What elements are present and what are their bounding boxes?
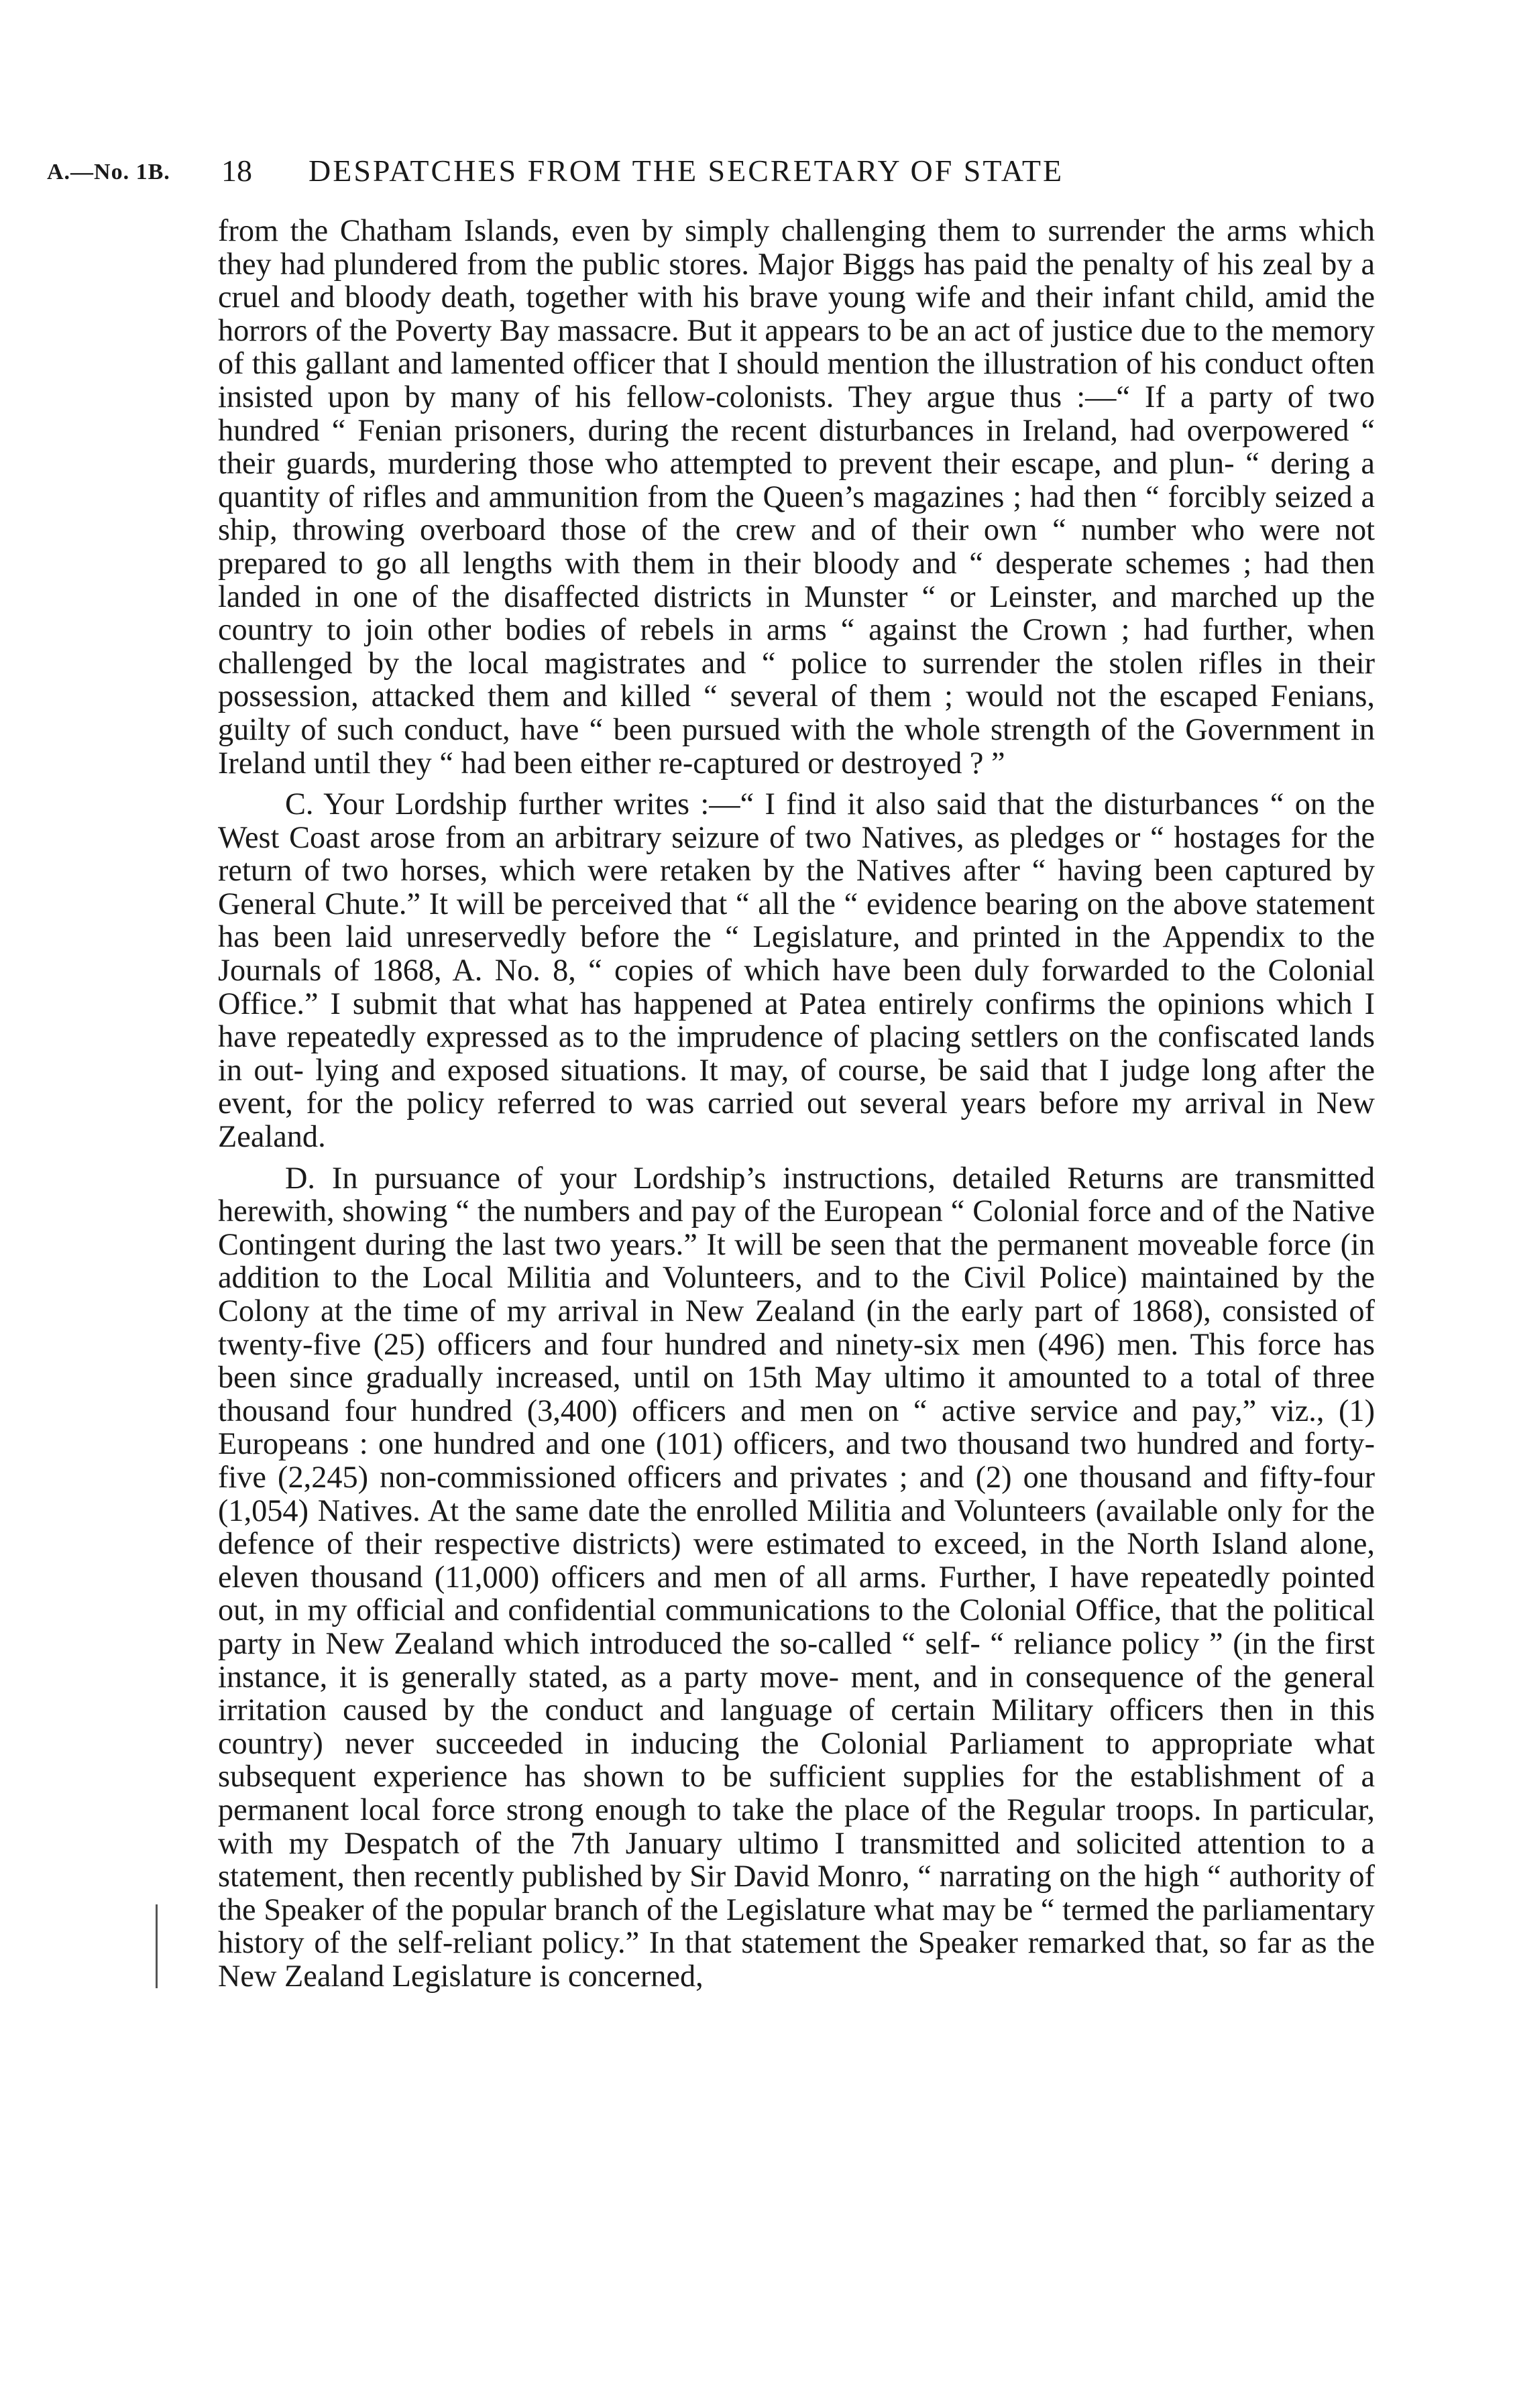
paragraph-c: C. Your Lordship further writes :—“ I find it also said that the disturbances “ on the West Coast arose from an arbitrary seizure of two Natives, as pledges or “ hostages for the return of two horses, which were retaken by the Natives after “ having been captured by General Chute.” It will be perceived that “ all the “ evidence bearing on the above statement has been laid unreservedly before the “ Legislature, and printed in the Appendix to the Journals of 1868, A. No. 8, “ copies of which have been duly forwarded to the Colonial Office.” I submit that what has happened at Patea entirely confirms the opinions which I have repeatedly expressed as to the imprudence of placing settlers on the confiscated lands in out- lying and exposed situations. It may, of course, be said that I judge long after the event, for the policy referred to was carried out several years before my arrival in New Zealand.	[218, 787, 1375, 1155]
body-text	[218, 215, 1375, 1993]
page-title: DESPATCHES FROM THE SECRETARY OF STATE	[309, 154, 1064, 188]
page-number: 18	[221, 154, 252, 188]
document-reference: A.—No. 1B.	[47, 160, 170, 184]
paragraph-continuation: from the Chatham Islands, even by simply challenging them to surrender the arms which they had plundered from the public stores. Major Biggs has paid the penalty of his zeal by a cruel and bloody death, together with his brave young wife and their infant child, amid the horrors of the Poverty Bay massacre. But it appears to be an act of justice due to the memory of this gallant and lamented officer that I should mention the illustration of his conduct often insisted upon by many of his fellow-colonists. They argue thus :—“ If a party of two hundred “ Fenian prisoners, during the recent disturbances in Ireland, had overpowered “ their guards, murdering those who attempted to prevent their escape, and plun- “ dering a quantity of rifles and ammunition from the Queen’s magazines ; had then “ forcibly seized a ship, throwing overboard those of the crew and of their own “ number who were not prepared to go all lengths with them in their bloody and “ desperate schemes ; had then landed in one of the disaffected districts in Munster “ or Leinster, and marched up the country to join other bodies of rebels in arms “ against the Crown ; had further, when challenged by the local magistrates and “ police to surrender the stolen rifles in their possession, attacked them and killed “ several of them ; would not the escaped Fenians, guilty of such conduct, have “ been pursued with the whole strength of the Government in Ireland until they “ had been either re-captured or destroyed ? ”	[218, 214, 1375, 781]
paragraph-d: D. In pursuance of your Lordship’s instructions, detailed Returns are transmitted herewith, showing “ the numbers and pay of the European “ Colonial force and of the Native Contingent during the last two years.” It will be seen that the permanent moveable force (in addition to the Local Militia and Volunteers, and to the Civil Police) maintained by the Colony at the time of my arrival in New Zealand (in the early part of 1868), consisted of twenty-five (25) officers and four hundred and ninety-six men (496) men. This force has been since gradually increased, until on 15th May ultimo it amounted to a total of three thousand four hundred (3,400) officers and men on “ active service and pay,” viz., (1) Europeans : one hundred and one (101) officers, and two thousand two hundred and forty-five (2,245) non-commissioned officers and privates ; and (2) one thousand and fifty-four (1,054) Natives. At the same date the enrolled Militia and Volunteers (available only for the defence of their respective districts) were estimated to exceed, in the North Island alone, eleven thousand (11,000) officers and men of all arms. Further, I have repeatedly pointed out, in my official and confidential communications to the Colonial Office, that the political party in New Zealand which introduced the so-called “ self- “ reliance policy ” (in the first instance, it is generally stated, as a party move- ment, and in consequence of the general irritation caused by the conduct and language of certain Military officers then in this country) never succeeded in inducing the Colonial Parliament to appropriate what subsequent experience has shown to be sufficient supplies for the establishment of a permanent local force strong enough to take the place of the Regular troops. In particular, with my Despatch of the 7th January ultimo I transmitted and solicited attention to a statement, then recently published by Sir David Monro, “ narrating on the high “ authority of the Speaker of the popular branch of the Legislature what may be “ termed the parliamentary history of the self-reliant policy.” In that statement the Speaker remarked that, so far as the New Zealand Legislature is concerned,	[218, 1161, 1375, 1994]
page-header	[47, 153, 1415, 193]
margin-mark	[156, 1904, 158, 1988]
